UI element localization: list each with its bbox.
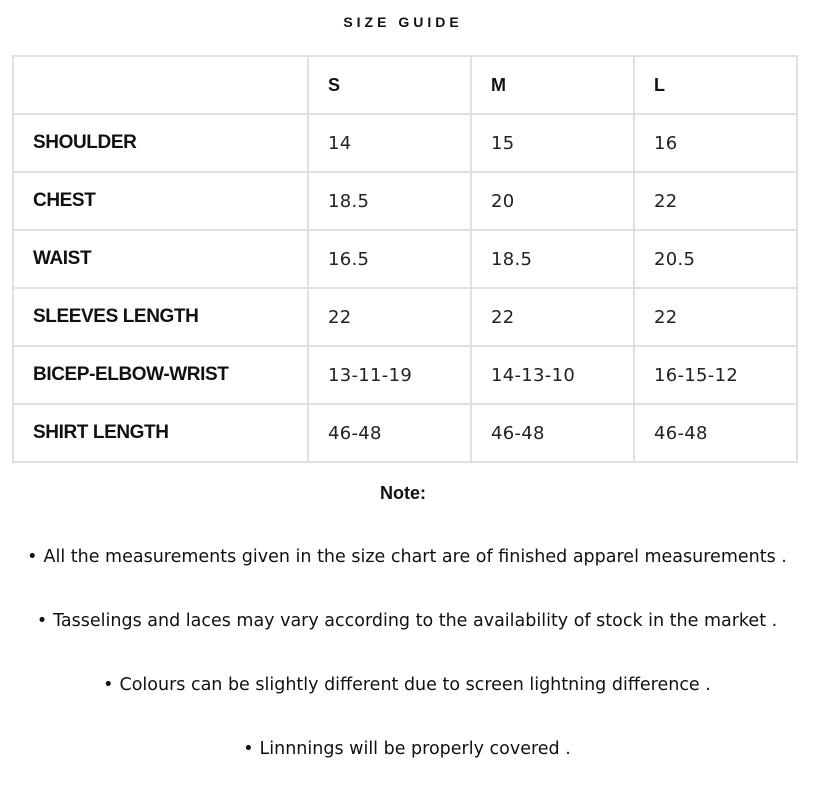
note-heading: Note: xyxy=(380,483,426,503)
table-cell: 46-48 xyxy=(634,404,797,462)
table-cell: 46-48 xyxy=(471,404,634,462)
bullet-icon: • xyxy=(36,611,48,631)
table-cell: 16-15-12 xyxy=(634,346,797,404)
table-cell: 46-48 xyxy=(308,404,471,462)
table-cell: 15 xyxy=(471,114,634,172)
table-cell: 20 xyxy=(471,172,634,230)
header-size-l: L xyxy=(634,56,797,114)
table-row xyxy=(13,346,797,404)
note-item xyxy=(0,732,814,796)
table-row xyxy=(13,172,797,230)
table-cell: 22 xyxy=(471,288,634,346)
table-header-row xyxy=(13,56,797,114)
table-cell: 16 xyxy=(634,114,797,172)
table-cell: 14-13-10 xyxy=(471,346,634,404)
table-cell: 16.5 xyxy=(308,230,471,288)
size-chart-table xyxy=(12,55,798,463)
note-item xyxy=(0,540,814,604)
table-cell: 18.5 xyxy=(308,172,471,230)
header-cell-empty xyxy=(13,56,308,114)
table-row xyxy=(13,230,797,288)
row-label-shirt-length: SHIRT LENGTH xyxy=(13,404,308,462)
table-cell: 22 xyxy=(308,288,471,346)
table-row xyxy=(13,404,797,462)
table-cell: 20.5 xyxy=(634,230,797,288)
bullet-icon: • xyxy=(103,675,114,695)
table-row xyxy=(13,114,797,172)
table-cell: 14 xyxy=(308,114,471,172)
table-cell: 13-11-19 xyxy=(308,346,471,404)
header-size-s: S xyxy=(308,56,471,114)
table-cell: 22 xyxy=(634,172,797,230)
table-cell: 22 xyxy=(634,288,797,346)
page-title: SIZE GUIDE xyxy=(343,14,463,30)
note-text: Linnnings will be properly covered . xyxy=(259,739,571,759)
note-item xyxy=(0,668,814,732)
row-label-sleeves-length: SLEEVES LENGTH xyxy=(13,288,308,346)
notes-list xyxy=(0,540,814,796)
note-text: Colours can be slightly different due to screen lightning difference . xyxy=(119,675,711,695)
row-label-shoulder: SHOULDER xyxy=(13,114,308,172)
header-size-m: M xyxy=(471,56,634,114)
row-label-waist: WAIST xyxy=(13,230,308,288)
row-label-chest: CHEST xyxy=(13,172,308,230)
table-row xyxy=(13,288,797,346)
table-cell: 18.5 xyxy=(471,230,634,288)
note-item xyxy=(0,604,814,668)
bullet-icon: • xyxy=(243,739,254,759)
row-label-bicep-elbow-wrist: BICEP-ELBOW-WRIST xyxy=(13,346,308,404)
note-text: All the measurements given in the size chart are of finished apparel measurements . xyxy=(43,547,787,567)
bullet-icon: • xyxy=(27,547,38,567)
note-text: Tasselings and laces may vary according to the availability of stock in the market . xyxy=(53,611,778,631)
